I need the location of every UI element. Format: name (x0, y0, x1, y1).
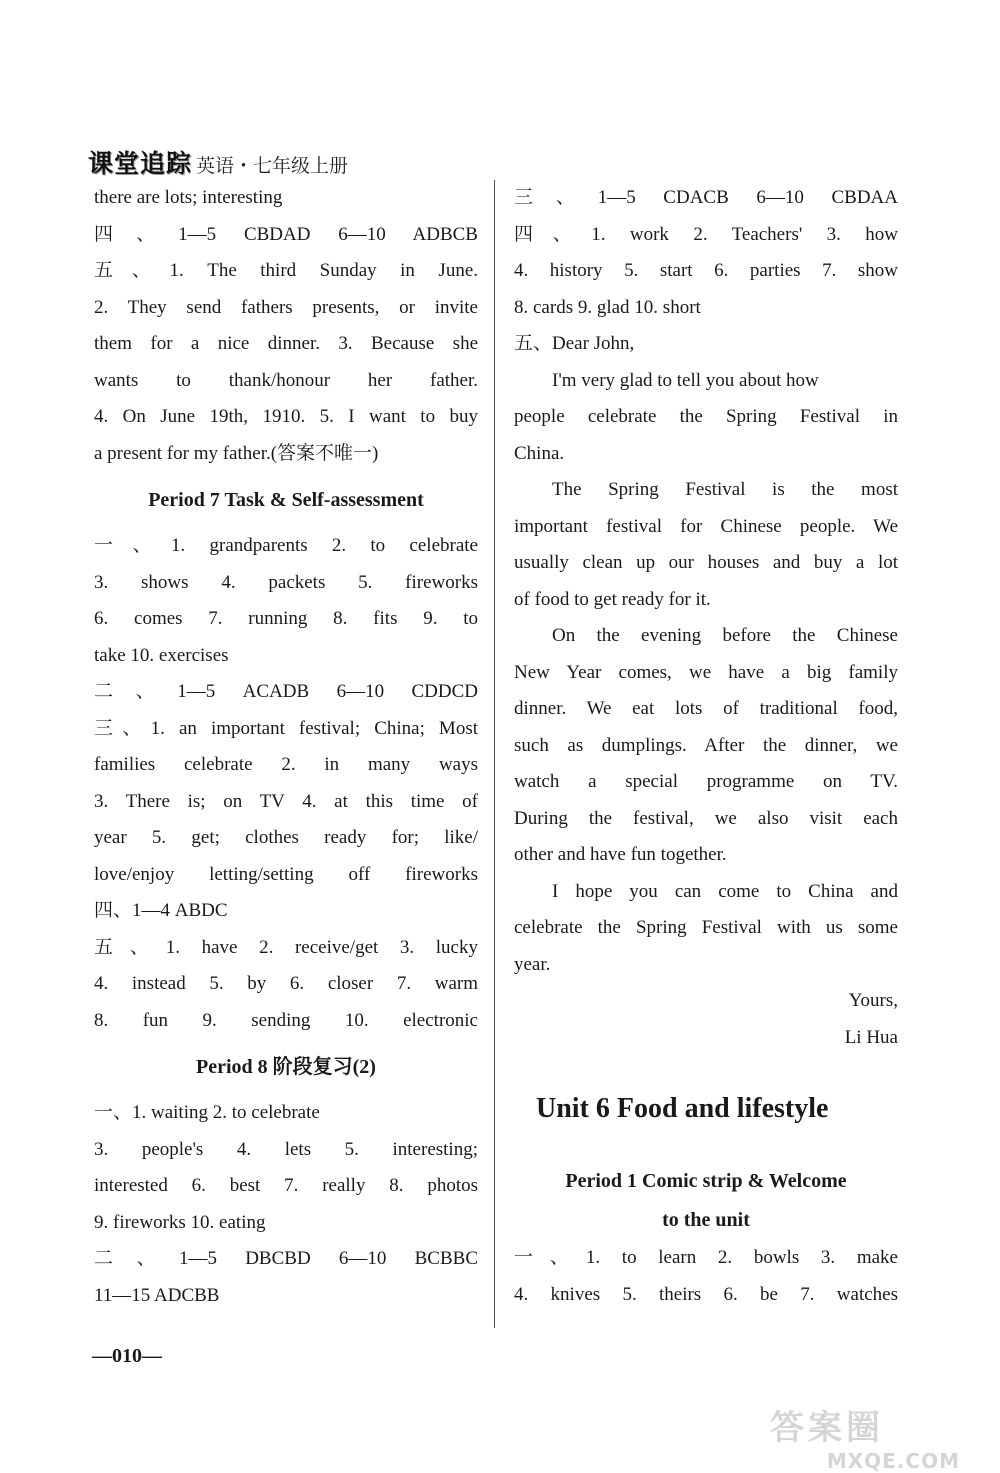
answer-line: 4. On June 19th, 1910. 5. I want to buy (94, 406, 478, 427)
answer-line: them for a nice dinner. 3. Because she (94, 333, 478, 354)
letter-line: people celebrate the Spring Festival in (514, 406, 898, 427)
period-7-heading: Period 7 Task & Self-assessment (148, 489, 424, 511)
answer-line: 3. shows 4. packets 5. fireworks (94, 571, 478, 593)
page-header (88, 140, 348, 180)
answer-line: 8. cards 9. glad 10. short (514, 296, 701, 318)
answer-line: 三、1—5 CDACB 6—10 CBDAA (514, 187, 898, 208)
letter-line: During the festival, we also visit each (514, 807, 898, 829)
answer-line: 一、1. waiting 2. to celebrate (94, 1102, 320, 1123)
answer-line: 二、1—5 DBCBD 6—10 BCBBC (94, 1248, 478, 1269)
column-divider (494, 180, 495, 1328)
answer-line: 二、1—5 ACADB 6—10 CDDCD (94, 681, 478, 702)
answer-line: 3. people's 4. lets 5. interesting; (94, 1138, 478, 1160)
site-watermark (770, 1400, 960, 1473)
period-1-heading-cont: to the unit (662, 1209, 750, 1231)
period-1-heading: Period 1 Comic strip & Welcome (565, 1170, 847, 1192)
answer-line: 四、1. work 2. Teachers' 3. how (514, 223, 898, 245)
letter-body (514, 363, 898, 1057)
answer-line: a present for my father.(答案不唯一) (94, 442, 379, 464)
book-subtitle: 英语・七年级上册 (196, 155, 349, 177)
answer-line: year 5. get; clothes ready for; like/ (94, 827, 478, 848)
answer-line: families celebrate 2. in many ways (94, 754, 478, 775)
answer-line: 8. fun 9. sending 10. electronic (94, 1009, 478, 1031)
letter-line: usually clean up our houses and buy a lot (514, 552, 898, 573)
letter-line: celebrate the Spring Festival with us some (514, 917, 898, 938)
letter-line: such as dumplings. After the dinner, we (514, 734, 898, 756)
answer-line: wants to thank/honour her father. (94, 369, 478, 391)
letter-line: I'm very glad to tell you about how (552, 369, 819, 391)
letter-line: I hope you can come to China and (552, 880, 898, 902)
answer-line: 11—15 ADCBB (94, 1284, 220, 1306)
unit-6-title: Unit 6 Food and lifestyle (536, 1093, 829, 1124)
answer-line: 3. There is; on TV 4. at this time of (94, 790, 478, 812)
answer-line: there are lots; interesting (94, 187, 283, 208)
answer-line: 四、1—4 ABDC (94, 900, 228, 921)
letter-line: year. (514, 953, 551, 975)
letter-line: China. (514, 442, 565, 464)
answer-line: love/enjoy letting/setting off fireworks (94, 863, 478, 885)
answer-line: 2. They send fathers presents, or invite (94, 296, 478, 318)
answer-line: 四、1—5 CBDAD 6—10 ADBCB (94, 223, 478, 245)
watermark-url: MXQE.COM (826, 1449, 960, 1473)
answer-line: 一、1. grandparents 2. to celebrate (94, 535, 478, 556)
answer-line: interested 6. best 7. really 8. photos (94, 1175, 478, 1196)
book-logo: 课堂追踪 (88, 149, 193, 178)
letter-line: important festival for Chinese people. We (514, 515, 898, 537)
right-column (514, 180, 898, 1313)
watermark-logo: 答案圈 (770, 1408, 884, 1448)
answer-line: 一、1. to learn 2. bowls 3. make (514, 1247, 898, 1268)
letter-line: On the evening before the Chinese (552, 625, 898, 646)
letter-signature: Li Hua (844, 1026, 898, 1048)
answer-line: 五、1. The third Sunday in June. (94, 260, 478, 281)
letter-line: of food to get ready for it. (514, 588, 711, 610)
left-column (94, 180, 478, 1314)
letter-line: The Spring Festival is the most (552, 479, 898, 500)
answer-line: 五、1. have 2. receive/get 3. lucky (94, 936, 478, 958)
period-8-heading: Period 8 阶段复习(2) (196, 1056, 376, 1078)
letter-line: New Year comes, we have a big family (514, 661, 898, 683)
answer-line: 4. history 5. start 6. parties 7. show (514, 260, 898, 281)
letter-greeting: 五、Dear John, (514, 333, 635, 354)
answer-line: take 10. exercises (94, 644, 229, 666)
letter-line: dinner. We eat lots of traditional food, (514, 698, 898, 719)
page-number: —010— (92, 1345, 162, 1367)
answer-line: 6. comes 7. running 8. fits 9. to (94, 608, 478, 629)
letter-line: other and have fun together. (514, 844, 727, 865)
letter-line: watch a special programme on TV. (514, 771, 898, 792)
answer-line: 9. fireworks 10. eating (94, 1211, 266, 1233)
letter-closing: Yours, (848, 990, 898, 1011)
answer-line: 4. instead 5. by 6. closer 7. warm (94, 973, 478, 994)
answer-line: 三、1. an important festival; China; Most (94, 717, 478, 739)
answer-line: 4. knives 5. theirs 6. be 7. watches (514, 1283, 898, 1305)
